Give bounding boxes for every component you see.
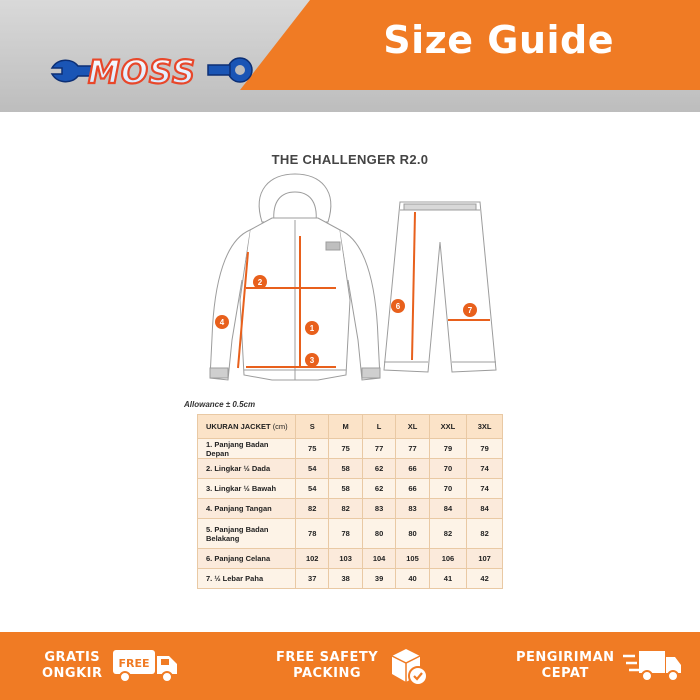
- size-header: 3XL: [467, 415, 503, 439]
- cell-value: 105: [396, 549, 429, 569]
- cell-value: 103: [329, 549, 362, 569]
- cell-value: 77: [362, 439, 395, 459]
- cell-value: 75: [296, 439, 329, 459]
- garment-diagram: [200, 170, 510, 390]
- cell-value: 74: [467, 459, 503, 479]
- cell-value: 80: [362, 519, 395, 549]
- size-header: XL: [396, 415, 429, 439]
- marker-4-label: 4: [219, 318, 225, 327]
- cell-value: 70: [429, 459, 466, 479]
- cell-value: 39: [362, 569, 395, 589]
- table-row: [198, 519, 503, 549]
- marker-7-label: 7: [467, 306, 473, 315]
- page-title: Size Guide: [383, 18, 614, 62]
- cell-value: 82: [429, 519, 466, 549]
- cell-value: 82: [329, 499, 362, 519]
- header-label-cell: [198, 415, 296, 439]
- safety-packing-line1: FREE SAFETY: [276, 650, 379, 665]
- row-label: 4. Panjang Tangan: [198, 499, 296, 519]
- marker-3: [305, 353, 319, 367]
- cell-value: 62: [362, 479, 395, 499]
- cell-value: 58: [329, 459, 362, 479]
- cell-value: 38: [329, 569, 362, 589]
- cell-value: 78: [296, 519, 329, 549]
- cell-value: 54: [296, 479, 329, 499]
- table-row: [198, 479, 503, 499]
- marker-1: [305, 321, 319, 335]
- footer-banner: [0, 632, 700, 700]
- table-row: [198, 459, 503, 479]
- safety-packing-text: [276, 650, 378, 682]
- free-shipping-text: [42, 650, 103, 682]
- marker-2-label: 2: [257, 278, 263, 287]
- fast-delivery-text: [516, 650, 615, 682]
- allowance-note: Allowance ± 0.5cm: [184, 400, 256, 409]
- header-banner: [0, 0, 700, 112]
- free-badge-text: FREE: [118, 657, 150, 670]
- product-title: THE CHALLENGER R2.0: [271, 152, 429, 167]
- size-header: S: [296, 415, 329, 439]
- cell-value: 62: [362, 459, 395, 479]
- moss-logo-text: MOSS: [88, 53, 196, 91]
- row-label: 6. Panjang Celana: [198, 549, 296, 569]
- moss-logo: [48, 50, 258, 94]
- cell-value: 70: [429, 479, 466, 499]
- marker-6-label: 6: [395, 302, 401, 311]
- free-truck-icon: [111, 646, 181, 686]
- marker-3-label: 3: [309, 356, 315, 365]
- row-label: 2. Lingkar ½ Dada: [198, 459, 296, 479]
- cell-value: 54: [296, 459, 329, 479]
- marker-2: [253, 275, 267, 289]
- cell-value: 78: [329, 519, 362, 549]
- fast-delivery-line1: PENGIRIMAN: [516, 650, 615, 665]
- cell-value: 75: [329, 439, 362, 459]
- size-header: XXL: [429, 415, 466, 439]
- header-unit: (cm): [272, 422, 288, 431]
- cell-value: 84: [467, 499, 503, 519]
- marker-7: [463, 303, 477, 317]
- footer-safety-packing: [276, 632, 430, 700]
- row-label: 7. ½ Lebar Paha: [198, 569, 296, 589]
- cell-value: 58: [329, 479, 362, 499]
- cell-value: 79: [467, 439, 503, 459]
- cell-value: 107: [467, 549, 503, 569]
- cell-value: 84: [429, 499, 466, 519]
- cell-value: 104: [362, 549, 395, 569]
- cell-value: 77: [396, 439, 429, 459]
- size-table: [197, 414, 503, 589]
- marker-4: [215, 315, 229, 329]
- footer-fast-delivery: [516, 632, 683, 700]
- header-label: UKURAN JACKET: [206, 422, 271, 431]
- cell-value: 106: [429, 549, 466, 569]
- cell-value: 40: [396, 569, 429, 589]
- package-check-icon: [386, 644, 430, 688]
- size-header: L: [362, 415, 395, 439]
- table-row: [198, 549, 503, 569]
- cell-value: 66: [396, 479, 429, 499]
- size-header: M: [329, 415, 362, 439]
- cell-value: 82: [467, 519, 503, 549]
- row-label: 3. Lingkar ½ Bawah: [198, 479, 296, 499]
- table-row: [198, 569, 503, 589]
- table-row: [198, 499, 503, 519]
- safety-packing-line2: PACKING: [293, 666, 362, 681]
- cell-value: 82: [296, 499, 329, 519]
- fast-delivery-line2: CEPAT: [541, 666, 589, 681]
- cell-value: 79: [429, 439, 466, 459]
- free-shipping-line2: ONGKIR: [42, 666, 103, 681]
- table-row: [198, 439, 503, 459]
- cell-value: 83: [396, 499, 429, 519]
- marker-1-label: 1: [309, 324, 315, 333]
- cell-value: 42: [467, 569, 503, 589]
- cell-value: 37: [296, 569, 329, 589]
- row-label: 5. Panjang Badan Belakang: [198, 519, 296, 549]
- cell-value: 102: [296, 549, 329, 569]
- row-label: 1. Panjang Badan Depan: [198, 439, 296, 459]
- cell-value: 80: [396, 519, 429, 549]
- cell-value: 83: [362, 499, 395, 519]
- footer-free-shipping: [42, 632, 181, 700]
- cell-value: 74: [467, 479, 503, 499]
- free-shipping-line1: GRATIS: [44, 650, 101, 665]
- cell-value: 41: [429, 569, 466, 589]
- jacket-illustration: [210, 174, 380, 380]
- marker-6: [391, 299, 405, 313]
- size-table-header: [198, 415, 503, 439]
- fast-truck-icon: [623, 646, 683, 686]
- pants-illustration: [384, 202, 496, 372]
- cell-value: 66: [396, 459, 429, 479]
